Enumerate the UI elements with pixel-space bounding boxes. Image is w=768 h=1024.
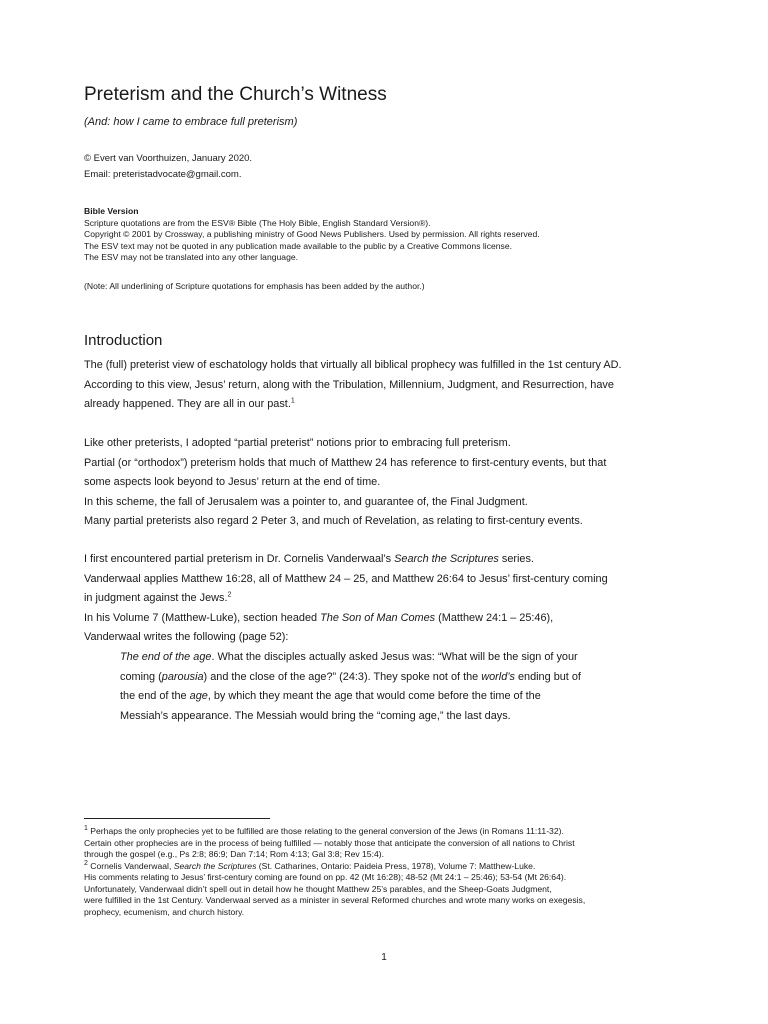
- footnote-2: [84, 861, 585, 873]
- text-line: Messiah’s appearance. The Messiah would bring the “coming age,” the last days.: [120, 709, 511, 722]
- text-span: Perhaps the only prophecies yet to be fulfilled are those relating to the general conversion of the Jews (in Romans 11:11-32).: [87, 826, 564, 836]
- text-span: (Matthew 24:1 – 25:46),: [435, 611, 554, 624]
- email-line: Email: preteristadvocate@gmail.com.: [84, 169, 242, 180]
- text-line: [120, 687, 581, 707]
- footnote-1: [84, 826, 585, 838]
- emphasis: The end of the age: [120, 651, 212, 663]
- text-span: already happened. They are all in our past.: [84, 398, 291, 410]
- text-line: some aspects look beyond to Jesus’ return at the end of time.: [84, 476, 381, 488]
- text-span: In his Volume 7 (Matthew-Luke), section headed: [84, 611, 321, 624]
- footnote-separator: [84, 818, 270, 819]
- text-span: the end of the: [120, 690, 190, 702]
- text-span: . What the disciples actually asked Jesus was: “What will be the sign of your: [211, 651, 578, 663]
- page-number: 1: [381, 952, 387, 963]
- text-line: through the gospel (e.g., Ps 2:8; 86:9; Dan 7:14; Rom 4:13; Gal 3:8; Rev 15:4).: [84, 849, 385, 859]
- book-title: Search the Scriptures: [394, 553, 499, 565]
- text-line: [84, 609, 608, 629]
- text-span: I first encountered partial preterism in Dr. Cornelis Vanderwaal’s: [84, 553, 395, 565]
- bible-version-line: The ESV may not be translated into any other language.: [84, 252, 299, 262]
- book-title: Search the Scriptures: [173, 860, 257, 871]
- emphasis: world’s: [481, 670, 515, 683]
- text-line: Certain other prophecies are in the process of being fulfilled — notably those that anticipate the conversion of all nations to Christ: [84, 837, 575, 848]
- text-span: coming (: [120, 670, 162, 683]
- text-line: Like other preterists, I adopted “partial preterist” notions prior to embracing full preterism.: [84, 437, 511, 449]
- text-line: Partial (or “orthodox”) preterism holds that much of Matthew 24 has reference to first-century events, but that: [84, 456, 607, 469]
- section-title: The Son of Man Comes: [320, 611, 436, 624]
- text-line: In this scheme, the fall of Jerusalem was a pointer to, and guarantee of, the Final Judgment.: [84, 495, 528, 508]
- bible-version-heading: Bible Version: [84, 206, 139, 216]
- text-line: Vanderwaal applies Matthew 16:28, all of Matthew 24 – 25, and Matthew 26:64 to Jesus’ first-century coming: [84, 572, 608, 585]
- text-line: The (full) preterist view of eschatology holds that virtually all biblical prophecy was fulfilled in the 1st century AD.: [84, 359, 622, 371]
- text-line: prophecy, ecumenism, and church history.: [84, 906, 245, 917]
- bible-version-block: [84, 206, 540, 264]
- text-span: in judgment against the Jews.: [84, 592, 228, 604]
- block-quote: [120, 648, 581, 726]
- text-line: Unfortunately, Vanderwaal didn’t spell out in detail how he thought Matthew 25’s parables, and the Sheep-Goats Judgment,: [84, 883, 552, 894]
- intro-paragraph-3: [84, 550, 608, 648]
- text-line: [84, 395, 622, 415]
- emphasis: parousia: [161, 670, 204, 683]
- text-line: were fulfilled in the 1st Century. Vanderwaal served as a minister in several Reformed churches and wrote many works on exegesis,: [84, 895, 586, 905]
- text-span: ) and the close of the age?” (24:3). They spoke not of the: [203, 670, 482, 683]
- text-span: (St. Catharines, Ontario: Paideia Press, 1978), Volume 7: Matthew-Luke.: [256, 860, 536, 871]
- copyright-line: © Evert van Voorthuizen, January 2020.: [84, 153, 253, 164]
- footnote-ref-2[interactable]: 2: [227, 591, 232, 599]
- footnote-mark: 2: [84, 859, 88, 867]
- text-line: Many partial preterists also regard 2 Peter 3, and much of Revelation, as relating to first-century events.: [84, 515, 583, 527]
- intro-paragraph-2: [84, 434, 606, 532]
- underline-note: (Note: All underlining of Scripture quotations for emphasis has been added by the author.): [84, 281, 425, 291]
- text-span: series.: [498, 553, 534, 565]
- text-line: [120, 648, 581, 668]
- footnotes: [84, 826, 585, 918]
- bible-version-line: The ESV text may not be quoted in any publication made available to the public by a Creative Commons license.: [84, 240, 513, 251]
- text-span: Cornelis Vanderwaal,: [87, 860, 174, 871]
- text-line: His comments relating to Jesus’ first-century coming are found on pp. 42 (Mt 16:28); 48-52 (Mt 24:1 – 25:46); 53-54 (Mt 26:64).: [84, 872, 567, 882]
- text-line: [84, 589, 608, 609]
- bible-version-line: Scripture quotations are from the ESV® Bible (The Holy Bible, English Standard Version®).: [84, 217, 431, 228]
- footnote-mark: 1: [84, 825, 88, 833]
- text-line: [84, 550, 608, 570]
- bible-version-line: Copyright © 2001 by Crossway, a publishing ministry of Good News Publishers. Used by permission. All rights reserved.: [84, 229, 540, 239]
- footnote-ref-1[interactable]: 1: [290, 397, 295, 405]
- intro-paragraph-1: [84, 356, 622, 415]
- document-subtitle: (And: how I came to embrace full preterism): [84, 116, 298, 128]
- document-title: Preterism and the Church’s Witness: [84, 84, 387, 105]
- text-line: According to this view, Jesus’ return, along with the Tribulation, Millennium, Judgment, and Resurrection, have: [84, 378, 614, 391]
- text-span: , by which they meant the age that would come before the time of the: [207, 690, 541, 702]
- text-line: Vanderwaal writes the following (page 52):: [84, 631, 289, 643]
- text-span: ending but of: [514, 670, 581, 683]
- introduction-heading: Introduction: [84, 332, 163, 349]
- text-line: [120, 668, 581, 688]
- emphasis: age: [189, 690, 208, 702]
